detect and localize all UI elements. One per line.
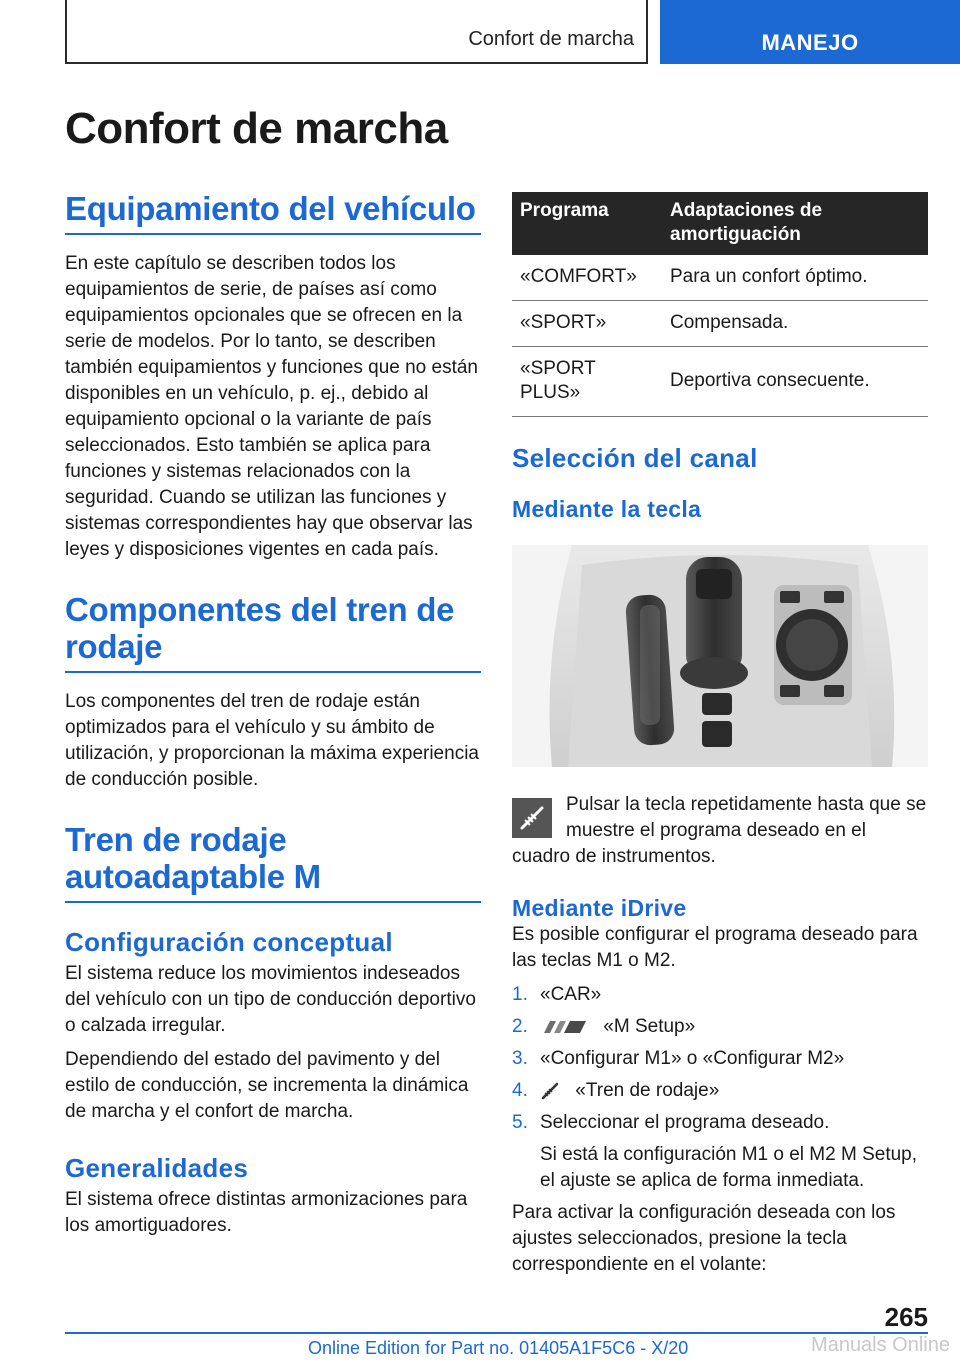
step-text: «Tren de rodaje»: [575, 1080, 720, 1101]
center-console-photo: [512, 545, 928, 767]
page-number: 265: [884, 1302, 928, 1332]
right-column: [512, 192, 928, 1278]
left-column: [65, 190, 481, 1239]
list-item: [512, 1078, 928, 1104]
list-item: [512, 1046, 928, 1072]
list-item: [512, 1014, 928, 1040]
chapter-tab[interactable]: MANEJO: [660, 0, 960, 64]
table-cell: Para un confort óptimo.: [662, 255, 928, 301]
heading-mediante-tecla: Mediante la tecla: [512, 496, 702, 522]
suspension-icon: [540, 1081, 560, 1101]
header-section-title: Confort de marcha: [468, 28, 634, 50]
text-configuracion-1: El sistema reduce los movimientos indeseados del vehículo con un tipo de conducción deportivo o calzada irregular.: [65, 963, 476, 1036]
table-header-programa: Programa: [512, 192, 662, 255]
heading-equipamiento: Equipamiento del vehículo: [65, 190, 481, 235]
text-componentes: Los componentes del tren de rodaje están optimizados para el vehículo y su ámbito de utilización, y proporcionan la máxima experiencia de conducción posible.: [65, 691, 479, 790]
heading-componentes: Componentes del tren de rodaje: [65, 591, 481, 673]
text-final: Para activar la configuración deseada con los ajustes seleccionados, presione la tecla correspondiente en el volante:: [512, 1202, 896, 1275]
table-cell: Deportiva consecuente.: [662, 347, 928, 417]
step-number: 4.: [512, 1080, 528, 1101]
text-generalidades: El sistema ofrece distintas armonizaciones para los amortiguadores.: [65, 1189, 468, 1236]
damping-table: [512, 192, 928, 417]
table-row: [512, 255, 928, 301]
heading-mediante-idrive: Mediante iDrive: [512, 895, 687, 921]
heading-configuracion: Configuración conceptual: [65, 927, 393, 957]
table-header-row: [512, 192, 928, 255]
heading-seleccion-canal: Selección del canal: [512, 443, 758, 473]
step-number: 5.: [512, 1112, 528, 1133]
step-number: 2.: [512, 1016, 528, 1037]
page-title: Confort de marcha: [65, 104, 448, 153]
footer-rule: [65, 1332, 928, 1334]
text-configuracion-2: Dependiendo del estado del pavimento y del estilo de conducción, se incrementa la dinámica de marcha y el confort de marcha.: [65, 1049, 469, 1122]
list-item: [512, 1110, 928, 1194]
step-text: «Configurar M1» o «Configurar M2»: [540, 1048, 845, 1069]
tecla-instruction: [512, 792, 928, 870]
idrive-steps: [512, 982, 928, 1194]
header-frame: [65, 0, 648, 64]
table-row: [512, 347, 928, 417]
table-cell: «SPORT PLUS»: [512, 347, 662, 417]
text-equipamiento: En este capítulo se describen todos los equipamientos de serie, de países así como equipamientos opcionales que se ofrecen en la serie de modelos. Por lo tanto, se describen también equipamientos y funciones que no están disponibles en un vehículo, p. ej., debido al equipamiento opcional o la variante de país seleccionados. Esto también se aplica para funciones y sistemas relacionados con la seguridad. Cuando se utilizan las funciones y sistemas correspondientes hay que observar las leyes y disposiciones vigentes en cada país.: [65, 253, 478, 560]
heading-tren-autoadaptable: Tren de rodaje autoadaptable M: [65, 821, 481, 903]
step-5-note: Si está la configuración M1 o el M2 M Setup, el ajuste se aplica de forma inmediata.: [540, 1144, 918, 1191]
m-logo-icon: [540, 1020, 588, 1034]
watermark: Manuals Online: [811, 1334, 950, 1356]
heading-generalidades: Generalidades: [65, 1153, 249, 1183]
text-mediante-tecla: Pulsar la tecla repetidamente hasta que se muestre el programa deseado en el cuadro de instrumentos.: [512, 794, 927, 867]
footer-edition: Online Edition for Part no. 01405A1F5C6 - X/20: [308, 1338, 689, 1358]
table-row: [512, 301, 928, 347]
text-mediante-idrive: Es posible configurar el programa deseado para las teclas M1 o M2.: [512, 924, 918, 971]
table-cell: «SPORT»: [512, 301, 662, 347]
table-cell: Compensada.: [662, 301, 928, 347]
step-text: «M Setup»: [603, 1016, 696, 1037]
table-header-adaptaciones: Adaptaciones de amortiguación: [662, 192, 928, 255]
step-number: 3.: [512, 1048, 528, 1069]
step-number: 1.: [512, 984, 528, 1005]
table-cell: «COMFORT»: [512, 255, 662, 301]
step-text: Seleccionar el programa deseado.: [540, 1112, 830, 1133]
step-text: «CAR»: [540, 984, 602, 1005]
suspension-button-icon: [512, 798, 552, 838]
list-item: [512, 982, 928, 1008]
